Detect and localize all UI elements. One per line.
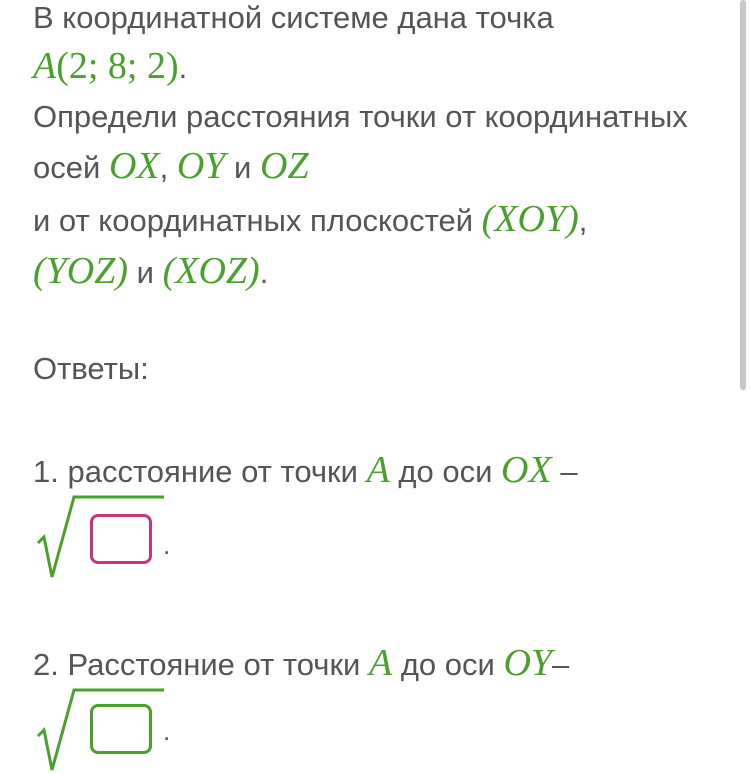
plane-xoy: (XOY) — [481, 198, 579, 240]
answer-1-axis: OX — [501, 449, 552, 491]
sentence-period: . — [178, 50, 188, 85]
answer-2-dash: – — [552, 647, 570, 682]
comma: , — [578, 203, 588, 238]
answer-1-text — [33, 451, 578, 489]
task-text: Определи расстояния точки от координатных — [33, 99, 688, 134]
scrollbar[interactable] — [740, 0, 746, 390]
plane-xoz: (XOZ) — [162, 250, 260, 292]
answer-2-point: A — [368, 642, 393, 684]
problem-line-1 — [33, 2, 554, 33]
answer-1-middle: до оси — [398, 454, 493, 489]
point-coordinates: (2; 8; 2) — [56, 45, 179, 87]
axis-ox: OX — [108, 145, 160, 187]
point-name: A — [33, 45, 57, 87]
answers-heading — [33, 353, 149, 384]
problem-line-4 — [33, 147, 309, 185]
answer-1-period: . — [163, 530, 171, 560]
comma: , — [159, 150, 169, 185]
problem-line-5 — [33, 200, 587, 238]
planes-label: и от координатных плоскостей — [33, 203, 474, 238]
answer-2-input[interactable] — [90, 704, 152, 754]
axes-label: осей — [33, 150, 101, 185]
answer-1-prefix: 1. расстояние от точки — [33, 454, 358, 489]
axis-oy: OY — [176, 145, 226, 187]
axis-oz: OZ — [260, 145, 309, 187]
problem-line-3 — [33, 101, 688, 132]
answers-heading-text: Ответы: — [33, 351, 149, 386]
answer-1-point: A — [366, 449, 390, 491]
answer-1-input[interactable] — [90, 514, 152, 564]
answer-2-middle: до оси — [400, 647, 495, 682]
answer-2-text — [33, 644, 569, 682]
conjunction-and: и — [234, 150, 252, 185]
answer-2-axis: OY — [503, 642, 553, 684]
problem-line-2 — [33, 47, 187, 85]
problem-line-6 — [33, 252, 268, 290]
problem-intro-text: В координатной системе дана точка — [33, 0, 554, 35]
conjunction-and: и — [136, 255, 154, 290]
plane-yoz: (YOZ) — [33, 250, 129, 292]
answer-1-dash: – — [560, 454, 578, 489]
answer-2-period: . — [163, 716, 171, 746]
sentence-period: . — [259, 255, 269, 290]
answer-2-prefix: 2. Расстояние от точки — [33, 647, 361, 682]
